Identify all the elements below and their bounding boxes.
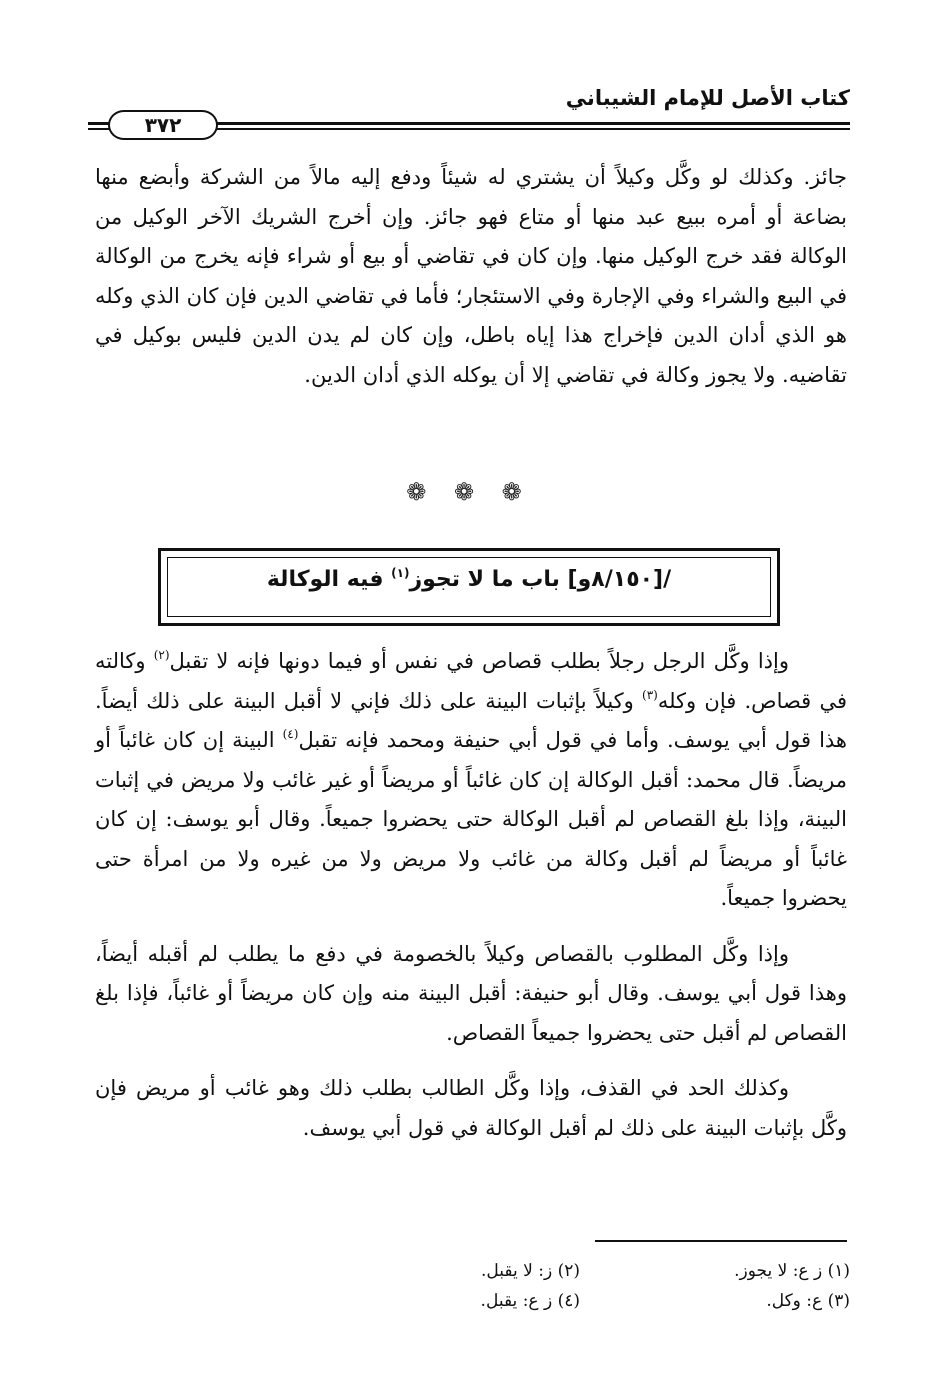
paragraph-text: وكالته في قصاص. فإن وكله (95, 649, 847, 713)
chapter-heading (161, 567, 777, 592)
footnote: (٣) ع: وكل. (766, 1291, 850, 1311)
footnote-separator (595, 1240, 847, 1242)
chapter-body (95, 642, 847, 1148)
footnotes (310, 1256, 850, 1316)
paragraph: وإذا وكَّل المطلوب بالقصاص وكيلاً بالخصومة في دفع ما يطلب لم أقبله أيضاً، وهذا قول أبي يوسف. وقال أبو حنيفة: أقبل البينة منه وإن كان مريضاً أو غائباً، فإذا بلغ القصاص لم أقبل حتى يحضروا جميعاً القصاص. (95, 941, 847, 1045)
footnote: (٢) ز: لا يقبل. (481, 1261, 580, 1281)
footnote-ref: (٤) (282, 727, 299, 741)
footnote: (١) ز ع: لا يجوز. (734, 1261, 850, 1281)
footnote-ref: (١) (391, 566, 410, 580)
paragraph-text: البينة إن كان غائباً أو مريضاً. قال محمد: أقبل الوكالة إن كان غائباً أو مريضاً أو غير غائب ولا مريض في إثبات البينة، وإذا بلغ القصاص لم أقبل الوكالة حتى يحضروا جميعاً. وقال أبو يوسف: إن كان غائباً أو مريضاً لم أقبل وكالة من غائب ولا مريض ولا من غيره ولا من امرأة حتى يحضروا جميعاً. (95, 728, 847, 910)
paragraph: جائز. وكذلك لو وكَّل وكيلاً أن يشتري له شيئاً ودفع إليه مالاً من الشركة وأبضع منها بضاعة أو أمره ببيع عبد منها أو متاع فهو جائز. وإن أخرج الشريك الآخر الوكيل من الوكالة فقد خرج الوكيل منها. وإن كان في تقاضي أو بيع أو شراء فإنه يخرج من الوكالة في البيع والشراء وفي الإجارة وفي الاستئجار؛ فأما في تقاضي الدين فإن كان الذي وكله هو الذي أدان الدين فإخراج هذا إياه باطل، وإن كان لم يدن الدين فليس بوكيل في تقاضيه. ولا يجوز وكالة في تقاضي إلا أن يوكله الذي أدان الدين. (95, 165, 847, 387)
footnote-ref: (٢) (153, 648, 170, 662)
footnote-ref: (٣) (642, 687, 658, 702)
page-header (88, 78, 850, 148)
header-rule-tail (88, 123, 110, 125)
paragraph-text: وإذا وكَّل الرجل رجلاً بطلب قصاص في نفس أو فيما دونها فإنه لا تقبل (169, 649, 789, 673)
footnote: (٤) ز ع: يقبل. (480, 1291, 580, 1311)
section-continuation (95, 158, 847, 395)
paragraph: وكذلك الحد في القذف، وإذا وكَّل الطالب بطلب ذلك وهو غائب أو مريض فإن وكَّل بإثبات البينة على ذلك لم أقبل الوكالة في قول أبي يوسف. (95, 1076, 847, 1140)
chapter-heading-text: فيه الوكالة (266, 567, 392, 592)
section-divider-ornament: ❁ ❁ ❁ (406, 478, 532, 506)
page-number: ٣٧٢ (108, 110, 218, 140)
chapter-heading-frame (158, 548, 780, 626)
paragraph-text: وكيلاً بإثبات البينة على ذلك فإني لا أقبل البينة على ذلك أيضاً. هذا قول أبي يوسف. وأما في قول أبي حنيفة ومحمد فإنه تقبل (95, 688, 847, 752)
chapter-heading-text: /[٨/١٥٠و] باب ما لا تجوز (409, 567, 672, 592)
paragraph (95, 642, 847, 919)
running-title: كتاب الأصل للإمام الشيباني (565, 86, 850, 110)
